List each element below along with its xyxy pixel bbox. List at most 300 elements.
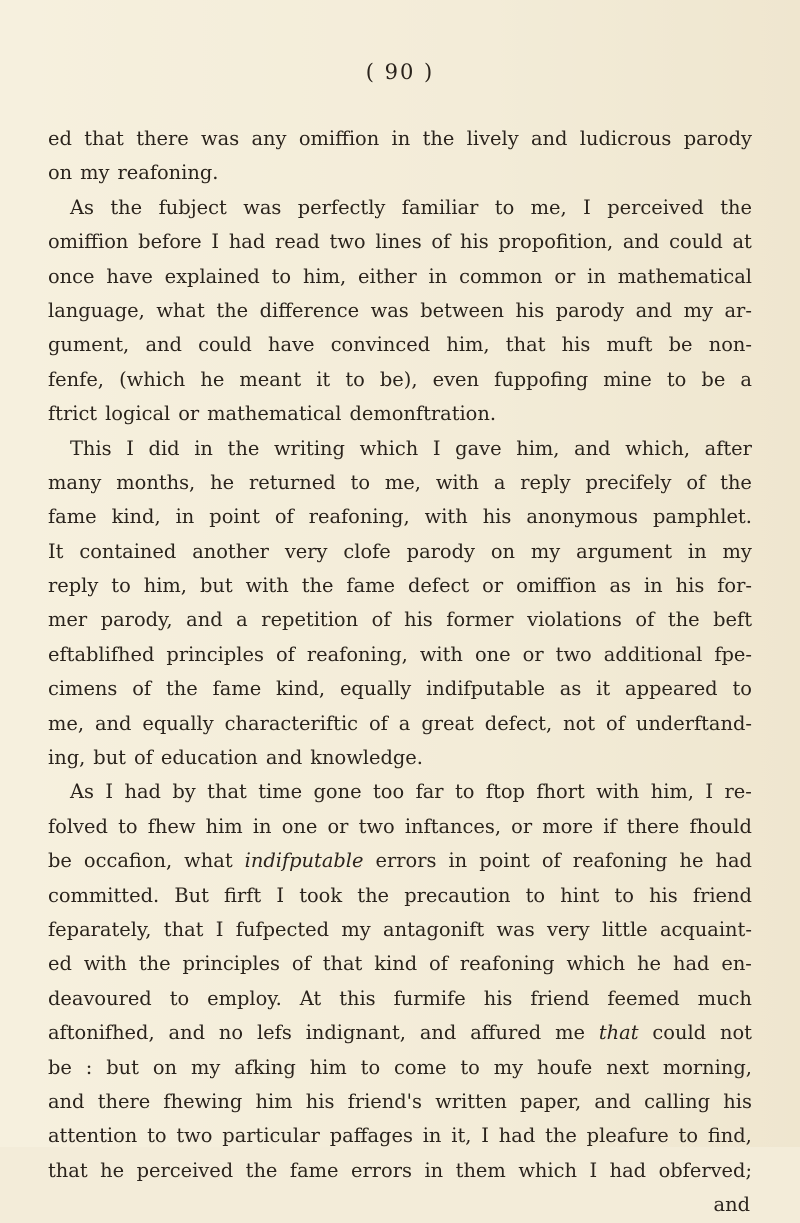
word: and: [48, 1089, 85, 1113]
word: more: [542, 814, 594, 838]
word: of: [635, 608, 655, 632]
word: friend: [530, 986, 590, 1010]
word: which: [359, 436, 419, 460]
word: ar-: [724, 298, 752, 322]
word: ed: [48, 952, 72, 976]
word: friend's: [347, 1089, 422, 1113]
word: at: [732, 230, 752, 254]
word: I: [215, 917, 224, 941]
word: me,: [48, 711, 85, 735]
word: to: [678, 1124, 699, 1148]
word: familiar: [401, 195, 479, 219]
word: was: [243, 195, 282, 219]
word: ftop: [485, 780, 525, 804]
word: omiffion: [298, 127, 380, 150]
word: on: [152, 1055, 178, 1079]
word: precaution: [404, 883, 511, 907]
word: him: [255, 1089, 293, 1113]
word: of: [606, 711, 625, 735]
word: I: [583, 195, 591, 219]
word: errors: [375, 849, 437, 873]
word: hint: [560, 883, 600, 907]
word: fufpected: [235, 917, 330, 941]
word: reafoning: [572, 849, 668, 873]
text-line: [48, 879, 752, 913]
word: omiffion: [516, 574, 597, 598]
text-line: [48, 535, 752, 569]
word: what: [156, 298, 205, 322]
word: with: [419, 642, 463, 666]
word: additional: [603, 642, 703, 666]
word: he: [200, 367, 225, 391]
word: I: [276, 883, 285, 907]
word: repetition: [261, 608, 359, 632]
word: reafoning: [459, 952, 555, 976]
word: a: [236, 608, 248, 632]
word: kind,: [276, 677, 326, 701]
word: This: [70, 436, 112, 460]
word: folved: [48, 814, 108, 838]
word: knowledge.: [310, 746, 423, 770]
word: violations: [527, 608, 622, 632]
word: mine: [603, 367, 652, 391]
word: furmife: [393, 986, 466, 1010]
word: to: [494, 195, 515, 219]
word: two: [329, 230, 366, 254]
word: indignant,: [305, 1021, 406, 1045]
word: there: [626, 814, 680, 838]
word: to: [147, 1124, 167, 1148]
word: two: [176, 1124, 213, 1148]
word: As: [70, 195, 94, 219]
word: read: [275, 230, 320, 254]
word: demonftration.: [349, 402, 497, 426]
word: my: [190, 1055, 221, 1079]
word: muft: [606, 333, 653, 357]
word: the: [110, 195, 143, 219]
word: his: [460, 230, 489, 254]
word: (which: [119, 367, 186, 391]
word: of: [132, 677, 152, 701]
text-line: [48, 947, 752, 981]
word: calling: [644, 1089, 711, 1113]
word: in: [428, 264, 448, 288]
italic-word: indifputable: [244, 849, 364, 873]
word: my: [80, 161, 110, 185]
text-line: [48, 500, 752, 534]
word: clofe: [343, 539, 391, 563]
word: I: [126, 436, 134, 460]
word: kind: [374, 952, 418, 976]
word: difference: [259, 298, 360, 322]
word: :: [85, 1055, 93, 1079]
word: his: [483, 986, 513, 1010]
word: errors: [351, 1158, 412, 1182]
word: another: [192, 539, 269, 563]
word: the: [720, 195, 752, 219]
text-line: [48, 1154, 752, 1188]
word: not: [563, 711, 596, 735]
text-line: [48, 913, 752, 947]
text-line: [48, 775, 752, 809]
word: the: [138, 952, 171, 976]
word: in: [424, 1158, 444, 1182]
word: and: [145, 333, 182, 357]
text-line: [48, 672, 752, 706]
word: but: [93, 746, 126, 770]
word: of: [291, 952, 311, 976]
word: friend: [692, 883, 752, 907]
word: time: [258, 780, 303, 804]
word: with: [435, 470, 479, 494]
word: have: [106, 264, 153, 288]
word: explained: [164, 264, 260, 288]
word: was: [201, 127, 240, 150]
word: meant: [239, 367, 302, 391]
word: the: [720, 470, 752, 494]
word: but: [106, 1055, 139, 1079]
word: principles: [182, 952, 280, 976]
word: one: [281, 814, 318, 838]
word: once: [48, 264, 95, 288]
word: which: [566, 952, 626, 976]
word: paper,: [520, 1089, 582, 1113]
word: of: [368, 711, 388, 735]
word: omiffion: [48, 230, 129, 254]
word: morning,: [662, 1055, 752, 1079]
word: returned: [248, 470, 336, 494]
word: parody: [683, 127, 752, 150]
word: re-: [724, 780, 752, 804]
word: argument: [576, 539, 673, 563]
word: be: [701, 367, 726, 391]
word: obferved;: [658, 1158, 752, 1182]
word: principles: [166, 642, 264, 666]
word: could: [198, 333, 252, 357]
word: he: [679, 849, 704, 873]
word: of: [371, 608, 391, 632]
word: in: [175, 505, 195, 529]
word: precifely: [585, 470, 672, 494]
word: too: [373, 780, 405, 804]
word: At: [299, 986, 322, 1010]
word: what: [184, 849, 233, 873]
word: characteriftic: [224, 711, 359, 735]
text-line: [48, 1119, 752, 1153]
word: pamphlet.: [652, 505, 752, 529]
word: underftand-: [635, 711, 752, 735]
word: him,: [143, 574, 187, 598]
word: with: [245, 574, 289, 598]
word: to: [118, 814, 138, 838]
word: in: [422, 1124, 442, 1148]
word: him,: [302, 264, 347, 288]
italic-word: that: [598, 1021, 639, 1045]
word: anonymous: [526, 505, 638, 529]
word: and: [622, 230, 660, 254]
word: great: [421, 711, 474, 735]
word: feparately,: [48, 917, 152, 941]
word: that: [84, 127, 124, 150]
word: he: [100, 1158, 125, 1182]
word: houfe: [536, 1055, 593, 1079]
word: in: [391, 127, 411, 150]
word: in: [252, 814, 272, 838]
text-line: [48, 294, 752, 328]
text-line: [48, 569, 752, 603]
word: feemed: [607, 986, 680, 1010]
word: them: [455, 1158, 506, 1182]
word: if: [603, 814, 617, 838]
word: perceived: [607, 195, 704, 219]
word: as: [559, 677, 582, 701]
word: or: [178, 402, 200, 426]
word: be: [48, 1055, 72, 1079]
page-number: ( 90 ): [365, 60, 435, 84]
word: his: [675, 574, 705, 598]
word: and: [94, 711, 132, 735]
word: could: [652, 1021, 707, 1045]
word: his: [404, 608, 433, 632]
word: by: [172, 780, 196, 804]
word: and: [594, 1089, 631, 1113]
word: this: [339, 986, 376, 1010]
word: the: [667, 608, 700, 632]
body-text: [48, 122, 752, 1223]
word: him,: [516, 436, 560, 460]
text-line: [48, 1085, 752, 1119]
word: appeared: [625, 677, 718, 701]
word: reply: [520, 470, 571, 494]
word: in: [587, 264, 606, 288]
word: fame: [48, 505, 97, 529]
word: before: [138, 230, 202, 254]
word: with: [424, 505, 468, 529]
word: his: [305, 1089, 335, 1113]
text-line: [48, 156, 752, 190]
text-line: [48, 810, 752, 844]
word: to: [271, 264, 292, 288]
word: as: [609, 574, 631, 598]
word: and: [574, 436, 611, 460]
word: it: [316, 367, 331, 391]
word: be: [48, 849, 72, 873]
word: any: [251, 127, 287, 150]
word: his: [561, 333, 591, 357]
word: a: [740, 367, 752, 391]
word: or: [522, 642, 544, 666]
word: fpe-: [714, 642, 752, 666]
word: reafoning.: [117, 161, 219, 185]
word: him,: [650, 780, 694, 804]
word: it,: [451, 1124, 472, 1148]
word: gument,: [48, 333, 130, 357]
word: come: [394, 1055, 447, 1079]
word: two: [555, 642, 592, 666]
word: there: [97, 1089, 151, 1113]
word: fhould: [689, 814, 752, 838]
word: his: [723, 1089, 752, 1113]
word: written: [435, 1089, 507, 1113]
word: indifputable: [426, 677, 545, 701]
word: I: [432, 436, 441, 460]
word: one: [474, 642, 511, 666]
word: the: [165, 677, 198, 701]
word: fubject: [158, 195, 227, 219]
word: my: [493, 1055, 524, 1079]
word: I: [105, 780, 114, 804]
text-line: [48, 122, 752, 156]
word: of: [429, 952, 448, 976]
word: my: [683, 298, 713, 322]
word: lefs: [256, 1021, 292, 1045]
word: which: [518, 1158, 577, 1182]
word: of: [133, 746, 153, 770]
word: to: [666, 367, 687, 391]
word: inftances,: [404, 814, 501, 838]
word: paffages: [329, 1124, 413, 1148]
word: to: [614, 883, 634, 907]
word: and: [265, 746, 303, 770]
word: with: [83, 952, 127, 976]
word: As: [70, 780, 94, 804]
word: fhort: [536, 780, 585, 804]
word: of: [275, 642, 295, 666]
word: language,: [48, 298, 145, 322]
word: a: [398, 711, 411, 735]
word: in: [194, 436, 213, 460]
word: ed: [48, 127, 72, 150]
word: little: [601, 917, 648, 941]
word: perceived: [136, 1158, 234, 1182]
word: I: [589, 1158, 598, 1182]
word: equally: [142, 711, 214, 735]
text-line: [48, 328, 752, 362]
text-line: [48, 191, 752, 225]
word: the: [357, 883, 390, 907]
word: had: [228, 230, 266, 254]
word: far: [415, 780, 444, 804]
word: even: [432, 367, 480, 391]
text-line: [48, 260, 752, 294]
word: it: [596, 677, 611, 701]
word: kind,: [111, 505, 161, 529]
word: education: [160, 746, 258, 770]
word: and: [168, 1021, 205, 1045]
word: to: [360, 1055, 381, 1079]
word: fame: [346, 574, 396, 598]
word: propofition,: [498, 230, 614, 254]
word: point: [209, 505, 260, 529]
word: had: [609, 1158, 647, 1182]
word: be: [668, 333, 693, 357]
word: in: [643, 574, 663, 598]
word: after: [704, 436, 752, 460]
word: deavoured: [48, 986, 152, 1010]
word: he: [210, 470, 235, 494]
word: to: [732, 677, 752, 701]
word: on: [490, 539, 516, 563]
word: fhewing: [163, 1089, 243, 1113]
text-line: [48, 363, 752, 397]
word: afking: [234, 1055, 296, 1079]
word: defect: [408, 574, 470, 598]
word: the: [301, 574, 334, 598]
word: either: [358, 264, 417, 288]
word: much: [697, 986, 752, 1010]
word: had: [124, 780, 161, 804]
word: to: [455, 780, 475, 804]
word: parody: [406, 539, 475, 563]
word: which,: [625, 436, 691, 460]
word: fuppofing: [494, 367, 589, 391]
text-lines: [48, 122, 752, 1188]
word: him: [309, 1055, 347, 1079]
word: eftablifhed: [48, 642, 155, 666]
word: of: [541, 849, 561, 873]
word: on: [48, 161, 73, 185]
word: him: [205, 814, 243, 838]
word: beft: [713, 608, 752, 632]
word: in: [687, 539, 707, 563]
word: his: [482, 505, 512, 529]
word: very: [284, 539, 328, 563]
word: ftrict: [48, 402, 98, 426]
word: that: [48, 1158, 88, 1182]
word: of: [431, 230, 451, 254]
word: next: [606, 1055, 649, 1079]
word: not: [719, 1021, 752, 1045]
word: gave: [455, 436, 502, 460]
word: contained: [79, 539, 177, 563]
word: reafoning,: [308, 505, 410, 529]
word: I: [481, 1124, 489, 1148]
word: particular: [222, 1124, 320, 1148]
catchword: and: [713, 1193, 750, 1217]
word: had: [498, 1124, 536, 1148]
word: firft: [224, 883, 262, 907]
word: him,: [446, 333, 490, 357]
word: me: [555, 1021, 585, 1045]
word: and: [635, 298, 673, 322]
word: months,: [116, 470, 196, 494]
word: of: [686, 470, 706, 494]
word: find,: [707, 1124, 752, 1148]
word: or: [511, 814, 533, 838]
text-line: [48, 603, 752, 637]
word: to: [460, 1055, 480, 1079]
word: two: [358, 814, 395, 838]
text-line: [48, 225, 752, 259]
word: there: [136, 127, 189, 150]
word: very: [546, 917, 590, 941]
word: mer: [48, 608, 88, 632]
word: I: [705, 780, 714, 804]
word: affured: [470, 1021, 542, 1045]
word: logical: [105, 402, 171, 426]
word: mathematical: [207, 402, 342, 426]
word: that: [207, 780, 247, 804]
word: lines: [375, 230, 422, 254]
word: had: [715, 849, 752, 873]
word: reply: [48, 574, 99, 598]
word: cimens: [48, 677, 118, 701]
word: fame: [289, 1158, 339, 1182]
word: antagonift: [383, 917, 485, 941]
word: the: [422, 127, 455, 150]
word: of: [274, 505, 294, 529]
word: with: [596, 780, 640, 804]
